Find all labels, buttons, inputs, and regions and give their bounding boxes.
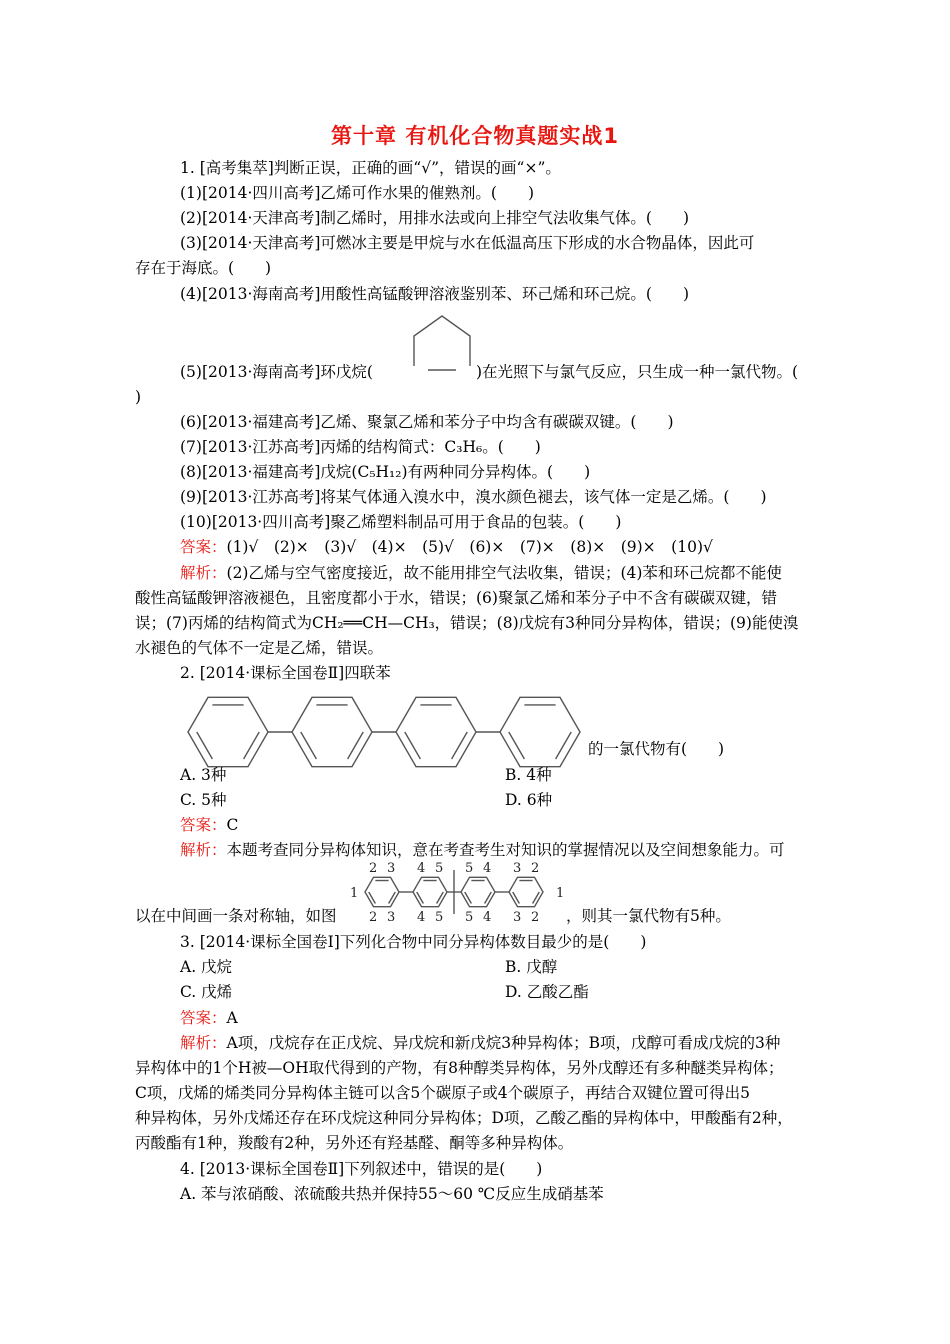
q2-option-b: B. 4种: [505, 766, 552, 784]
double-bond-line: [405, 732, 421, 759]
q3-option-d: D. 乙酸乙酯: [505, 983, 589, 1001]
q1-item-7: (7)[2013·江苏高考]丙烯的结构简式：C₃H₆。( ): [180, 438, 541, 456]
double-bond-line: [485, 892, 492, 903]
q1-analysis-4: 水褪色的气体不一定是乙烯，错误。: [135, 639, 384, 657]
fig-position-label: 4: [417, 910, 426, 925]
fig-position-label: 5: [465, 861, 474, 876]
q4-option-a: A. 苯与浓硝酸、浓硫酸共热并保持55～60 ℃反应生成硝基苯: [180, 1185, 604, 1203]
double-bond-line: [244, 732, 260, 759]
q1-item-9: (9)[2013·江苏高考]将某气体通入溴水中，溴水颜色褪去，该气体一定是乙烯。( ): [180, 488, 767, 506]
q1-item-5-post: )在光照下与氯气反应，只生成一种一氯代物。(: [476, 363, 799, 381]
fig-position-label: 2: [369, 910, 378, 925]
quaterphenyl-ring-1: [188, 697, 268, 766]
q1-item-10: (10)[2013·四川高考]聚乙烯塑料制品可用于食品的包装。( ): [180, 513, 622, 531]
answer-text: A: [226, 1009, 238, 1027]
page-title: 第十章 有机化合物真题实战1: [331, 124, 619, 148]
double-bond-line: [437, 892, 444, 903]
double-bond-line: [197, 732, 213, 759]
q1-analysis-1: [180, 563, 782, 583]
q1-item-6: (6)[2013·福建高考]乙烯、聚氯乙烯和苯分子中均含有碳碳双键。( ): [180, 413, 674, 431]
q2-answer: [180, 815, 238, 835]
fig-label-end-right: 1: [556, 886, 565, 901]
fig-position-label: 3: [513, 861, 522, 876]
analysis-text: A项，戊烷存在正戊烷、异戊烷和新戊烷3种异构体；B项，戊醇可看成戊烷的3种: [226, 1034, 781, 1052]
q2-analysis-2-post: ，则其一氯代物有5种。: [566, 907, 731, 925]
q3-analysis-1: [180, 1033, 780, 1053]
q1-item-8: (8)[2013·福建高考]戊烷(C₅H₁₂)有两种同分异构体。( ): [180, 463, 591, 481]
fig-position-label: 3: [387, 910, 396, 925]
double-bond-line: [452, 732, 468, 759]
q1-item-3-cont: 存在于海底。( ): [135, 259, 272, 277]
double-bond-line: [417, 892, 424, 903]
numbered-ring-1: [365, 877, 399, 906]
q3-option-b: B. 戊醇: [505, 958, 558, 976]
answer-text: (1)√ (2)× (3)√ (4)× (5)√ (6)× (7)× (8)× (9)× (10)√: [226, 538, 713, 556]
double-bond-line: [348, 732, 364, 759]
answer-label: 答案：: [180, 816, 227, 834]
q3-analysis-2: 异构体中的1个H被—OH取代得到的产物，有8种醇类异构体，另外戊醇还有多种醚类异构体；: [135, 1059, 784, 1077]
q3-stem: 3. [2014·课标全国卷Ⅰ]下列化合物中同分异构体数目最少的是( ): [180, 933, 647, 951]
double-bond-line: [465, 892, 472, 903]
q1-answer: [180, 537, 713, 557]
numbered-ring-2: [413, 877, 447, 906]
q3-answer: [180, 1008, 238, 1028]
cyclopentane-structure: [410, 312, 474, 374]
q1-item-1: (1)[2014·四川高考]乙烯可作水果的催熟剂。( ): [180, 184, 535, 202]
q2-option-a: A. 3种: [180, 766, 227, 784]
double-bond-line: [513, 892, 520, 903]
q1-item-2: (2)[2014·天津高考]制乙烯时，用排水法或向上排空气法收集气体。( ): [180, 209, 690, 227]
double-bond-line: [533, 892, 540, 903]
fig-position-label: 4: [417, 861, 426, 876]
q1-analysis-2: 酸性高锰酸钾溶液褪色，且密度都小于水，错误；(6)聚氯乙烯和苯分子中不含有碳碳双键，错: [135, 589, 777, 607]
quaterphenyl-ring-2: [292, 697, 372, 766]
numbered-ring-3: [461, 877, 495, 906]
q3-analysis-5: 丙酸酯有1种，羧酸有2种，另外还有羟基醛、酮等多种异构体。: [135, 1134, 574, 1152]
analysis-label: 解析：: [180, 564, 227, 582]
double-bond-line: [389, 892, 396, 903]
fig-position-label: 5: [465, 910, 474, 925]
fig-position-label: 2: [369, 861, 378, 876]
q1-item-5-cont: ): [135, 388, 142, 406]
fig-position-label: 3: [513, 910, 522, 925]
q4-stem: 4. [2013·课标全国卷Ⅱ]下列叙述中，错误的是( ): [180, 1160, 543, 1178]
fig-position-label: 2: [531, 910, 540, 925]
fig-position-label: 5: [435, 910, 444, 925]
analysis-text: 本题考查同分异构体知识，意在考查考生对知识的掌握情况以及空间想象能力。可: [226, 841, 785, 859]
numbered-ring-4: [509, 877, 543, 906]
double-bond-line: [369, 892, 376, 903]
analysis-label: 解析：: [180, 1034, 227, 1052]
q3-option-a: A. 戊烷: [180, 958, 233, 976]
q1-analysis-3: 误；(7)丙烯的结构简式为CH₂══CH—CH₃，错误；(8)戊烷有3种同分异构体，错误；(9)能使溴: [135, 614, 799, 632]
fig-position-label: 4: [483, 861, 492, 876]
answer-text: C: [226, 816, 239, 834]
fig-position-label: 5: [435, 861, 444, 876]
double-bond-line: [509, 732, 525, 759]
double-bond-line: [301, 732, 317, 759]
double-bond-line: [556, 732, 572, 759]
q2-stem: 2. [2014·课标全国卷Ⅱ]四联苯: [180, 664, 391, 682]
q2-analysis-2-pre: 以在中间画一条对称轴，如图: [135, 907, 337, 925]
q3-analysis-4: 种异构体，另外戊烯还存在环戊烷这种同分异构体；D项，乙酸乙酯的异构体中，甲酸酯有2种，: [135, 1109, 793, 1127]
q2-analysis-1: [180, 840, 785, 860]
q2-option-d: D. 6种: [505, 791, 553, 809]
quaterphenyl-ring-4: [500, 697, 580, 766]
fig-label-end-left: 1: [350, 886, 359, 901]
fig-position-label: 3: [387, 861, 396, 876]
q1-item-4: (4)[2013·海南高考]用酸性高锰酸钾溶液鉴别苯、环己烯和环己烷。( ): [180, 285, 690, 303]
q1-item-5-pre: (5)[2013·海南高考]环戊烷(: [180, 363, 373, 381]
quaterphenyl-ring-3: [396, 697, 476, 766]
fig-position-label: 4: [483, 910, 492, 925]
q2-tail: 的一氯代物有( ): [588, 740, 725, 758]
analysis-text: (2)乙烯与空气密度接近，故不能用排空气法收集，错误；(4)苯和环己烷都不能使: [226, 564, 782, 582]
q3-option-c: C. 戊烯: [180, 983, 233, 1001]
analysis-label: 解析：: [180, 841, 227, 859]
q1-stem: 1. [高考集萃]判断正误，正确的画“√”，错误的画“×”。: [180, 159, 561, 177]
fig-position-label: 2: [531, 861, 540, 876]
answer-label: 答案：: [180, 538, 227, 556]
q3-analysis-3: C项，戊烯的烯类同分异构体主链可以含5个碳原子或4个碳原子，再结合双键位置可得出5: [135, 1084, 750, 1102]
q1-item-3: (3)[2014·天津高考]可燃冰主要是甲烷与水在低温高压下形成的水合物晶体，因此可: [180, 234, 755, 252]
numbered-quaterphenyl-figure: [350, 861, 570, 925]
q2-option-c: C. 5种: [180, 791, 227, 809]
answer-label: 答案：: [180, 1009, 227, 1027]
